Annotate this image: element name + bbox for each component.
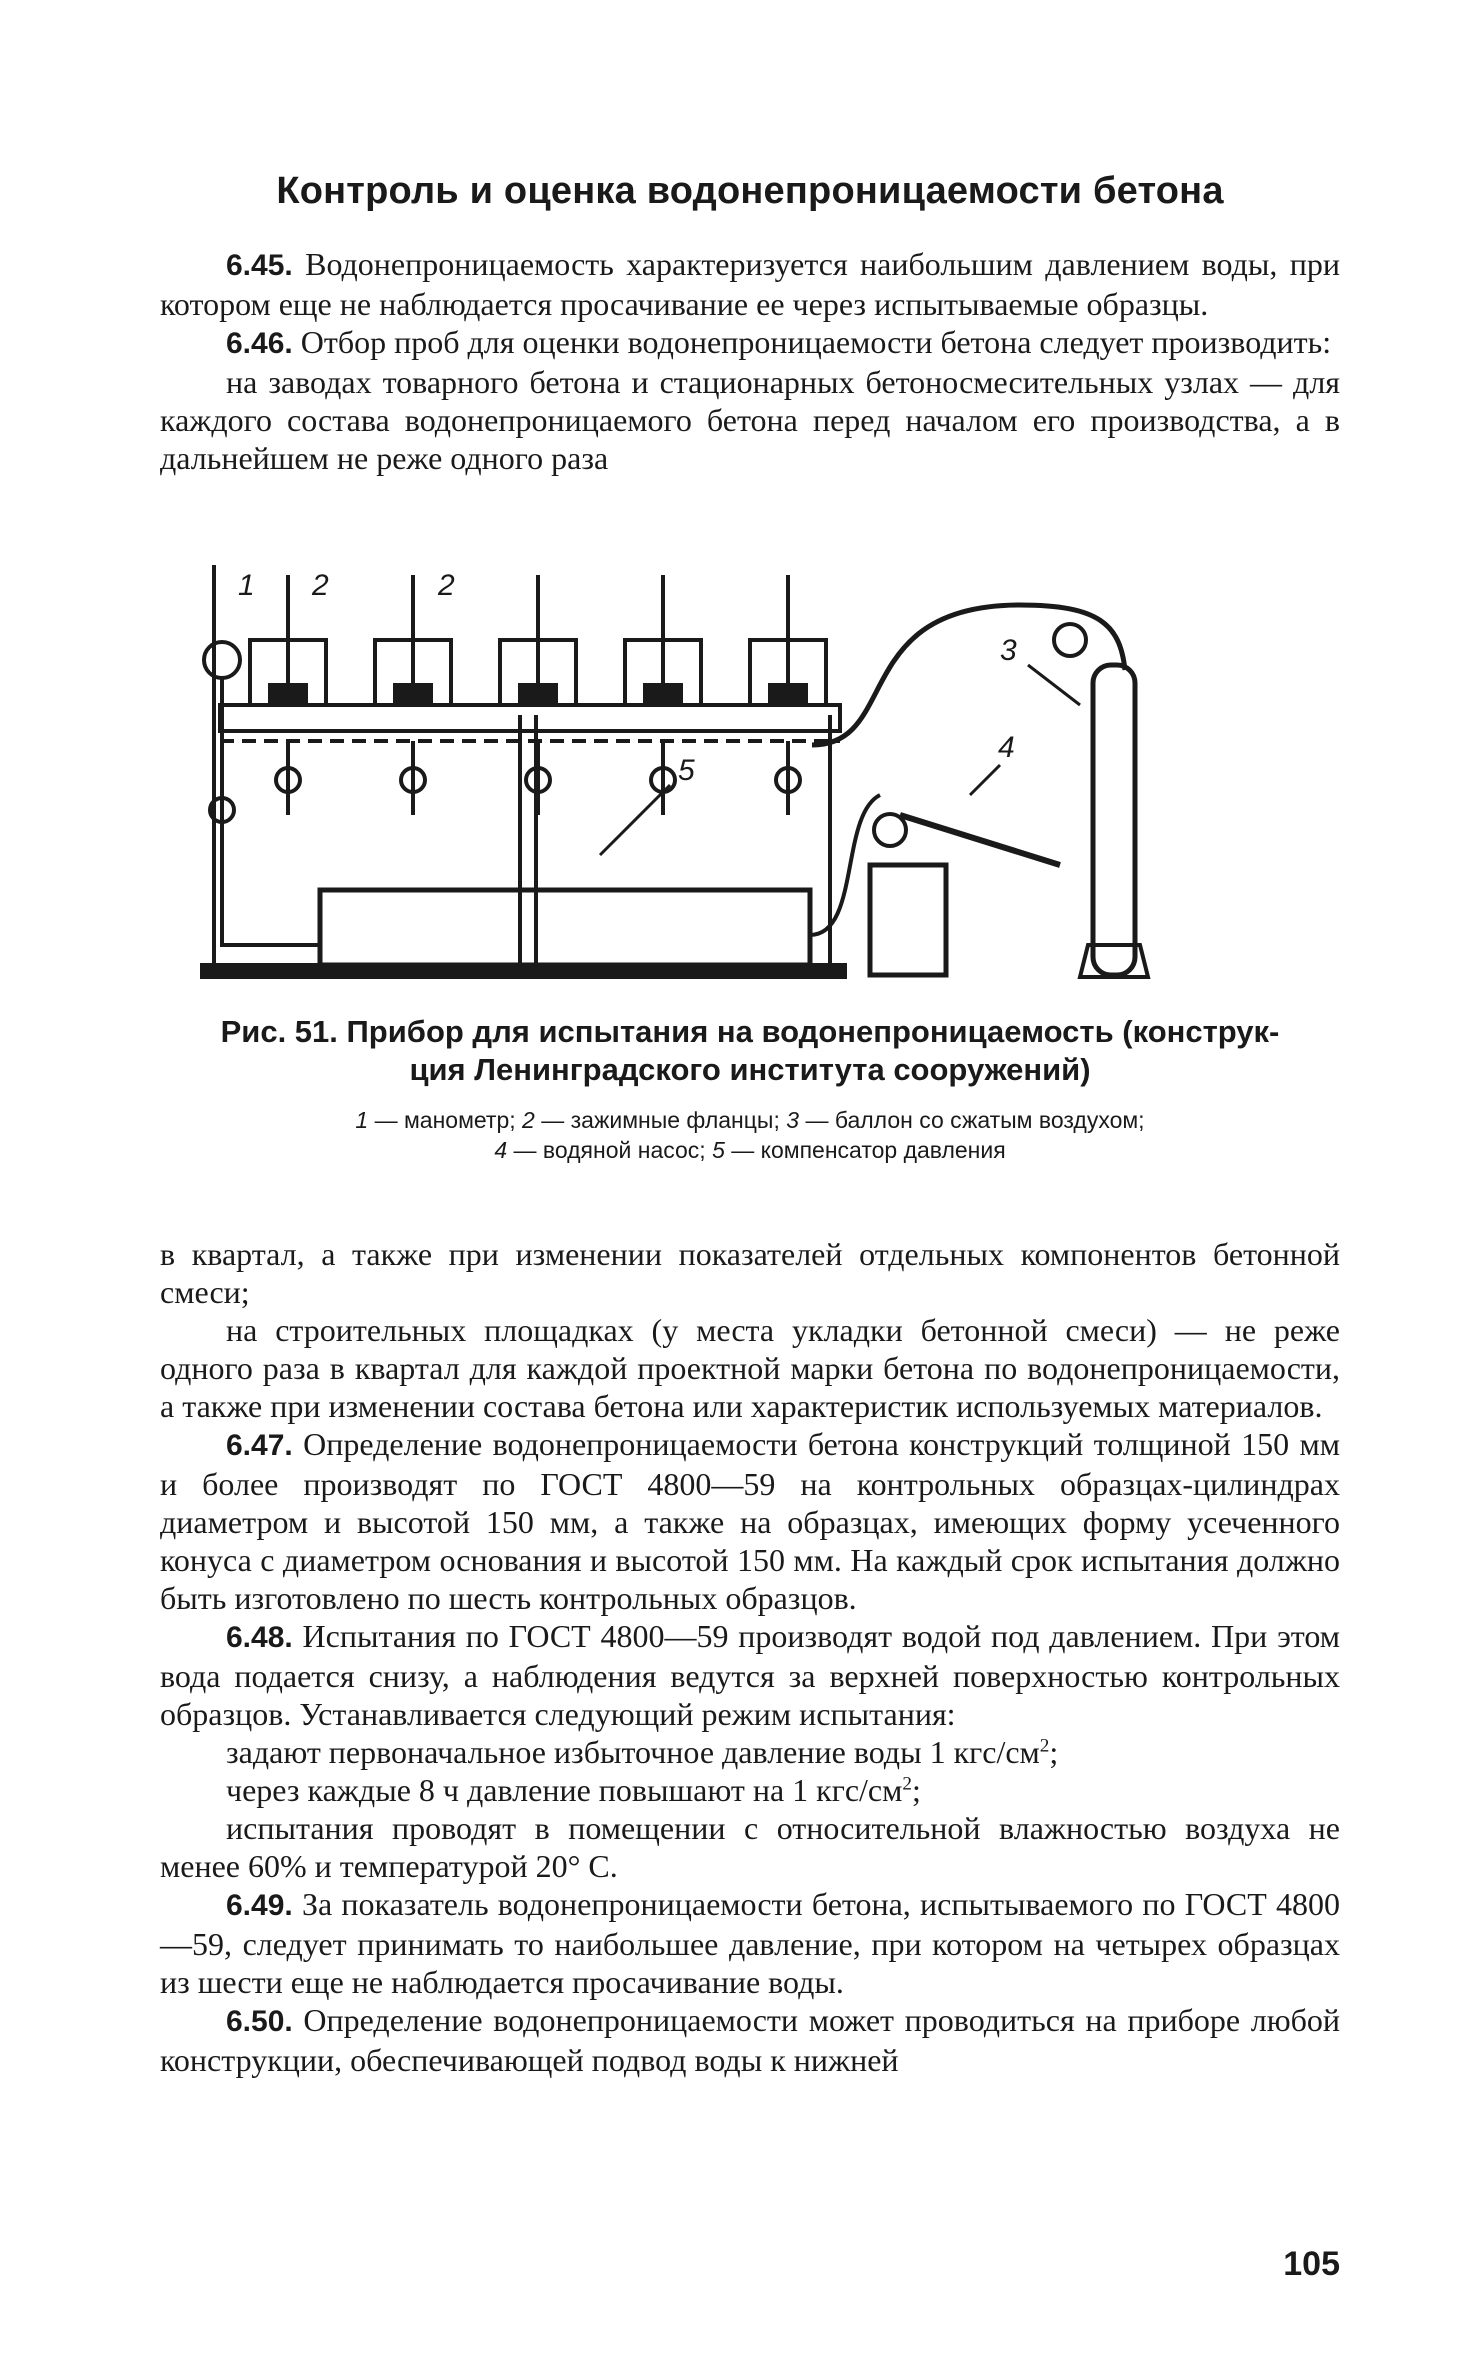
test-apparatus-figure: [200, 565, 1330, 985]
paragraph-number: 6.49.: [226, 1889, 293, 1922]
test-cell: [375, 575, 451, 815]
water-pump: [870, 865, 946, 975]
caption-line: ция Ленинградского института сооружений): [409, 1052, 1091, 1087]
legend-text: — зажимные фланцы;: [541, 1107, 780, 1133]
paragraph-6-48-initial: задают первоначальное избыточное давление воды 1 кгс/$см^2$;: [226, 1734, 1059, 1770]
manifold-bar: [220, 705, 840, 731]
cylinder-stand: [1080, 945, 1148, 977]
label-2: 2: [438, 569, 455, 602]
paragraph-6-48-conditions: испытания проводят в помещении с относительной влажностью воздуха не менее 60% и температурой 20° С.: [160, 1810, 1340, 1884]
manometer: [204, 642, 240, 678]
paragraph-6-48-step: через каждые 8 ч давление повышают на 1 кгс/$см^2$;: [226, 1772, 921, 1808]
legend-line: [160, 1135, 1340, 1165]
label-2: 2: [312, 569, 329, 602]
test-cell: [500, 575, 576, 815]
legend-text: — компенсатор давления: [731, 1137, 1006, 1163]
legend-text: — водяной насос;: [513, 1137, 706, 1163]
legend-number: 5: [712, 1137, 725, 1163]
paragraph-6-46: [160, 323, 1340, 363]
label-3: 3: [1000, 634, 1017, 667]
leader-line-4: [970, 765, 1000, 795]
pump-valve: [874, 814, 906, 846]
legend-text: — баллон со сжатым воздухом;: [805, 1107, 1145, 1133]
label-4: 4: [998, 731, 1015, 764]
paragraph-text: Определение водонепроницаемости бетона конструкций толщиной 150 мм и более производят по ГОСТ 4800—59 на контрольных образцах-цилиндрах диаметром и высотой 150 мм, а также на образцах, имеющих форму усеченного конуса с диаметром основания и высотой 150 мм. На каждый срок испытания должно быть изготовлено по шесть контрольных образцов.: [160, 1426, 1341, 1616]
paragraph-number: 6.50.: [226, 2005, 293, 2038]
paragraph-text: Определение водонепроницаемости может проводиться на приборе любой конструкции, обеспечивающей подвод воды к нижней: [160, 2002, 1341, 2078]
legend-number: 3: [786, 1107, 800, 1133]
section-heading: Контроль и оценка водонепроницаемости бетона: [276, 170, 1224, 212]
pipe-to-compensator: [222, 925, 320, 945]
text-block-bottom: [160, 1235, 1340, 2079]
pump-handle: [900, 815, 1060, 865]
paragraph-6-46-sites: на строительных площадках (у места укладки бетонной смеси) — не реже одного раза в квартал для каждой проектной марки бетона по водонепроницаемости, а также при изменении состава бетона или характеристик используемых материалов.: [160, 1312, 1340, 1424]
paragraph-text: Отбор проб для оценки водонепроницаемости бетона следует производить:: [300, 324, 1332, 360]
label-5: 5: [678, 754, 695, 787]
legend-line: [160, 1105, 1340, 1135]
test-cell: [750, 575, 826, 815]
legend-number: 4: [494, 1137, 508, 1163]
paragraph-text: Испытания по ГОСТ 4800—59 производят водой под давлением. При этом вода подается снизу, а наблюдения ведутся за верхней поверхностью контрольных образцов. Устанавливается следующий режим испытания:: [160, 1618, 1341, 1732]
caption-line: Рис. 51. Прибор для испытания на водонепроницаемость (конструк-: [220, 1014, 1280, 1049]
paragraph-text: За показатель водонепроницаемости бетона, испытываемого по ГОСТ 4800—59, следует принимать то наибольшее давление, при котором на четырех образцах из шести еще не наблюдается просачивание воды.: [160, 1886, 1340, 2000]
text-block-top: [160, 245, 1340, 477]
page-number: 105: [1283, 2245, 1340, 2283]
figure-labels: [238, 569, 1017, 787]
leader-line-5: [600, 785, 670, 855]
paragraph-6-46-factories: на заводах товарного бетона и стационарных бетоносмесительных узлах — для каждого состава водонепроницаемого бетона перед началом его производства, а в дальнейшем не реже одного раза: [160, 364, 1340, 476]
leader-line-3: [1028, 665, 1080, 705]
paragraph-number: 6.48.: [226, 1621, 293, 1654]
paragraph-6-48: [160, 1617, 1340, 1733]
paragraph-number: 6.46.: [226, 327, 293, 360]
air-cylinder: [1093, 665, 1135, 975]
paragraph-6-50: [160, 2001, 1340, 2079]
figure-caption: [160, 1013, 1340, 1089]
test-cells: [250, 575, 826, 815]
label-1: 1: [238, 569, 255, 602]
paragraph-number: 6.47.: [226, 1429, 293, 1462]
paragraph-6-45: [160, 245, 1340, 323]
legend-text: — манометр;: [374, 1107, 516, 1133]
paragraph-number: 6.45.: [226, 249, 293, 282]
legend-number: 2: [522, 1107, 535, 1133]
pressure-compensator: [320, 890, 810, 965]
test-cell: [250, 575, 326, 815]
paragraph-6-47: [160, 1425, 1340, 1617]
paragraph-6-46-continued: в квартал, а также при изменении показателей отдельных компонентов бетонной смеси;: [160, 1236, 1340, 1310]
figure-legend: [160, 1105, 1340, 1165]
legend-number: 1: [355, 1107, 369, 1133]
paragraph-text: Водонепроницаемость характеризуется наибольшим давлением воды, при котором еще не наблюдается просачивание ее через испытываемые образцы.: [160, 246, 1341, 322]
paragraph-6-49: [160, 1885, 1340, 2001]
cylinder-gauge: [1054, 624, 1086, 656]
